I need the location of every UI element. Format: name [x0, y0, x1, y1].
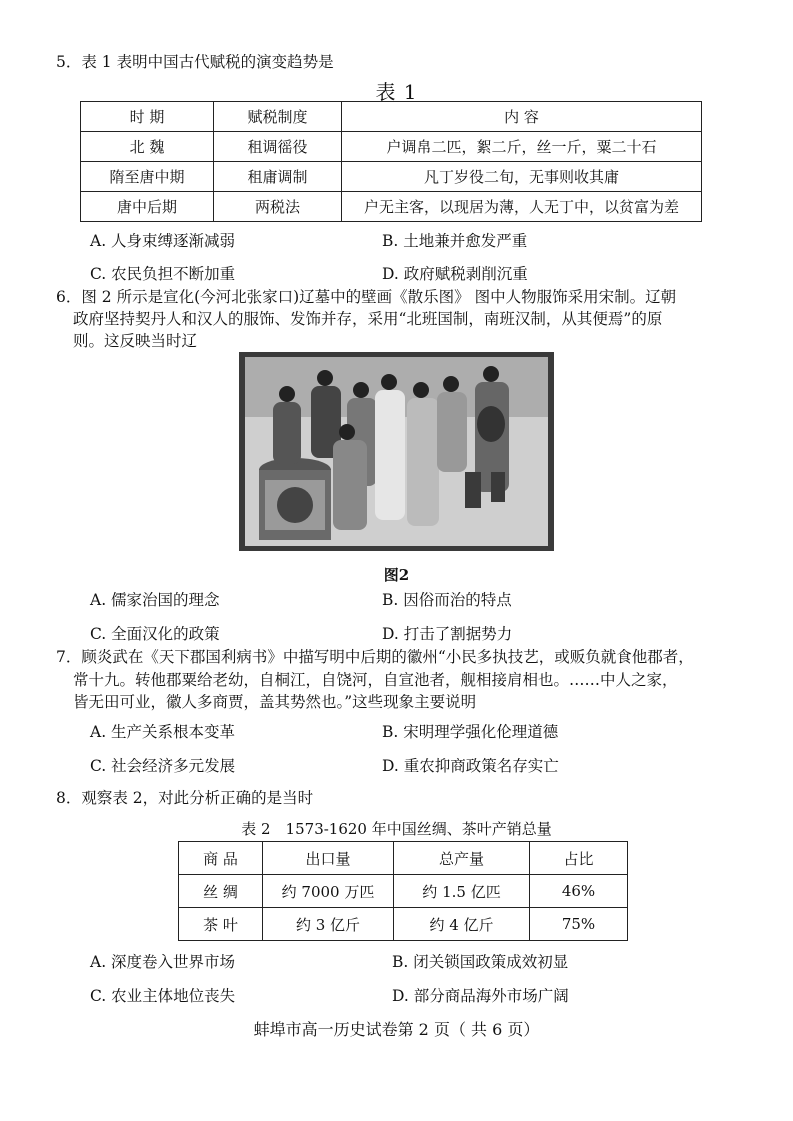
q6-option-b: B. 因俗而治的特点: [382, 591, 512, 609]
table-row: [81, 162, 702, 192]
table-cell: 75%: [530, 908, 628, 941]
table-cell: 户调帛二匹，絮二斤，丝一斤，粟二十石: [342, 132, 702, 162]
q6-option-c: C. 全面汉化的政策: [90, 625, 220, 643]
table2-title: 表 2 1573-1620 年中国丝绸、茶叶产销总量: [241, 820, 552, 838]
q7-option-b: B. 宋明理学强化伦理道德: [382, 723, 559, 741]
q6-stem-line2: 政府坚持契丹人和汉人的服饰、发饰并存，采用“北班国制，南班汉制，从其便焉”的原: [73, 310, 663, 328]
q8-option-b: B. 闭关锁国政策成效初显: [392, 953, 569, 971]
q7-option-a: A. 生产关系根本变革: [90, 723, 236, 741]
table-header-cell: 内 容: [342, 102, 702, 132]
table-cell: 约 7000 万匹: [263, 875, 394, 908]
table-row: [179, 875, 628, 908]
table-header-row: [179, 842, 628, 875]
mural-image: [239, 352, 554, 551]
q6-option-a: A. 儒家治国的理念: [90, 591, 220, 609]
q5-option-d: D. 政府赋税剥削沉重: [382, 265, 528, 283]
q5-option-b: B. 土地兼并愈发严重: [382, 232, 528, 250]
q7-option-d: D. 重农抑商政策名存实亡: [382, 757, 559, 775]
q6-option-d: D. 打击了割据势力: [382, 625, 513, 643]
q7-option-c: C. 社会经济多元发展: [90, 757, 236, 775]
q7-stem-line3: 皆无田可业，徽人多商贾，盖其势然也。”这些现象主要说明: [73, 693, 477, 711]
page-footer: 蚌埠市高一历史试卷第 2 页（ 共 6 页）: [253, 1020, 540, 1039]
table-cell: 凡丁岁役二旬，无事则收其庸: [342, 162, 702, 192]
table-header-cell: 出口量: [263, 842, 394, 875]
table-cell: 约 4 亿斤: [394, 908, 530, 941]
q7-stem-line2: 常十九。转他郡粟给老幼，自桐江，自饶河，自宣池者，舰相接肩相也。……中人之家，: [73, 671, 678, 689]
table-row: [179, 908, 628, 941]
table-header-row: [81, 102, 702, 132]
q8-option-a: A. 深度卷入世界市场: [90, 953, 236, 971]
table-cell: 丝 绸: [179, 875, 263, 908]
table-header-cell: 商 品: [179, 842, 263, 875]
table-row: [81, 192, 702, 222]
table-2: [178, 841, 628, 941]
figure2-caption: 图2: [383, 566, 410, 584]
q5-option-c: C. 农民负担不断加重: [90, 265, 236, 283]
q5-option-a: A. 人身束缚逐渐减弱: [90, 232, 236, 250]
table-header-cell: 占比: [530, 842, 628, 875]
table-cell: 茶 叶: [179, 908, 263, 941]
q6-stem-line3: 则。这反映当时辽: [73, 332, 198, 350]
table-cell: 唐中后期: [81, 192, 214, 222]
table-header-cell: 时 期: [81, 102, 214, 132]
table-cell: 约 1.5 亿匹: [394, 875, 530, 908]
table1-title: 表 1: [375, 80, 418, 104]
table-header-cell: 总产量: [394, 842, 530, 875]
q8-option-d: D. 部分商品海外市场广阔: [392, 987, 569, 1005]
q8-option-c: C. 农业主体地位丧失: [90, 987, 236, 1005]
q8-stem: 8．观察表 2，对此分析正确的是当时: [56, 789, 314, 807]
table-cell: 户无主客，以现居为薄，人无丁中，以贫富为差: [342, 192, 702, 222]
table-row: [81, 132, 702, 162]
q6-stem-line1: 6．图 2 所示是宣化(今河北张家口)辽墓中的壁画《散乐图》 图中人物服饰采用宋制。辽朝: [56, 288, 677, 306]
table-cell: 租调徭役: [214, 132, 342, 162]
table-cell: 北 魏: [81, 132, 214, 162]
table-cell: 两税法: [214, 192, 342, 222]
table-cell: 隋至唐中期: [81, 162, 214, 192]
q5-stem: 5．表 1 表明中国古代赋税的演变趋势是: [56, 53, 334, 71]
q7-stem-line1: 7．顾炎武在《天下郡国利病书》中描写明中后期的徽州“小民多执技艺，或贩负就食他郡者，: [56, 648, 694, 666]
table-header-cell: 赋税制度: [214, 102, 342, 132]
table-cell: 约 3 亿斤: [263, 908, 394, 941]
table-cell: 46%: [530, 875, 628, 908]
table-1: [80, 101, 702, 222]
table-cell: 租庸调制: [214, 162, 342, 192]
